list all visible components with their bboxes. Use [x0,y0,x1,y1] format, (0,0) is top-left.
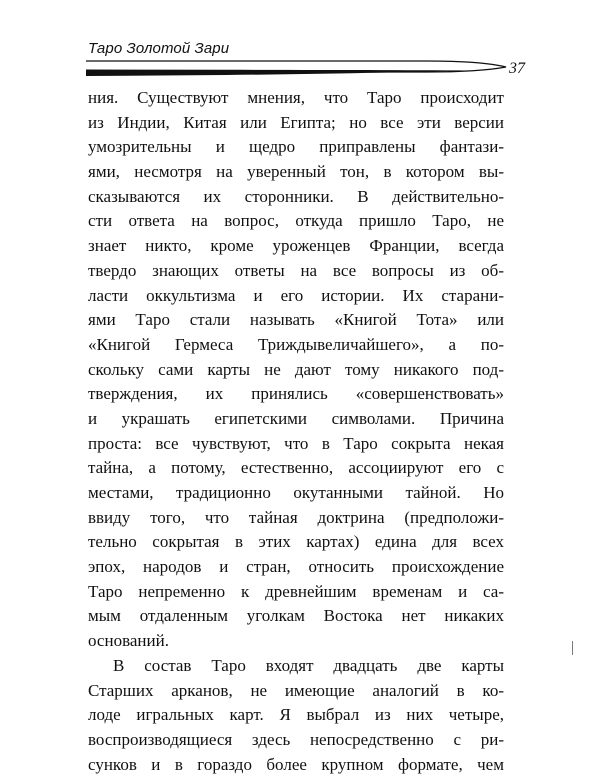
text-line: В состав Таро входят двадцать две карты [113,655,504,675]
text-line: из Индии, Китая или Египта; но все эти версии [88,112,504,132]
text-line: сти ответа на вопрос, откуда пришло Таро, не [88,211,504,231]
decorative-header-rule [86,56,510,80]
text-line: «Книгой Гермеса Триждывеличайшего», а по- [88,334,504,354]
paragraph-2 [88,654,504,777]
text-line: Таро непременно к древнейшим временам и са- [88,581,504,601]
text-line: тельно сокрытая в этих картах) едина для всех [88,532,504,552]
text-line: тверждения, их принялись «совершенствовать» [88,384,504,404]
text-line: сказываются их сторонники. В действительно- [88,186,504,206]
text-line: знает никто, кроме уроженцев Франции, всегда [88,236,504,256]
paragraph-1 [88,86,504,654]
running-head-title: Таро Золотой Зари [88,40,230,57]
text-line: ласти оккультизма и его истории. Их старани- [88,285,504,305]
text-line: умозрительны и щедро приправлены фантази- [88,137,504,157]
text-line: оснований. [88,631,169,651]
text-line: тайна, а потому, естественно, ассоциируют его с [88,458,504,478]
text-line: воспроизводящиеся здесь непосредственно с ри- [88,729,504,749]
text-line: мым отдаленным уголкам Востока нет никаких [88,606,504,626]
text-line: проста: все чувствуют, что в Таро сокрыта некая [88,433,504,453]
text-line: местами, традиционно окутанными тайной. Но [88,483,504,502]
text-line: лоде игральных карт. Я выбрал из них четыре, [88,705,504,725]
scan-edge-mark [572,641,573,655]
text-line: и украшать египетскими символами. Причина [88,408,504,428]
header-rule-bold-wedge [86,70,481,77]
text-line: скольку сами карты не дают тому никакого под- [88,359,504,379]
body-text [88,86,504,777]
text-line: эпох, народов и стран, относить происхождение [88,557,504,577]
text-line: ями Таро стали называть «Книгой Тота» или [88,310,504,330]
text-line: ями, несмотря на уверенный тон, в котором вы- [88,162,504,182]
text-line: ввиду того, что тайная доктрина (предположи- [88,507,504,527]
text-line: твердо знающих ответы на все вопросы из об- [88,260,504,280]
text-line: ния. Существуют мнения, что Таро происходит [88,88,504,107]
text-line: сунков и в гораздо более крупном формате, чем [88,754,504,774]
page-number: 37 [509,60,525,77]
text-line: Старших арканов, не имеющие аналогий в ко- [88,680,504,700]
